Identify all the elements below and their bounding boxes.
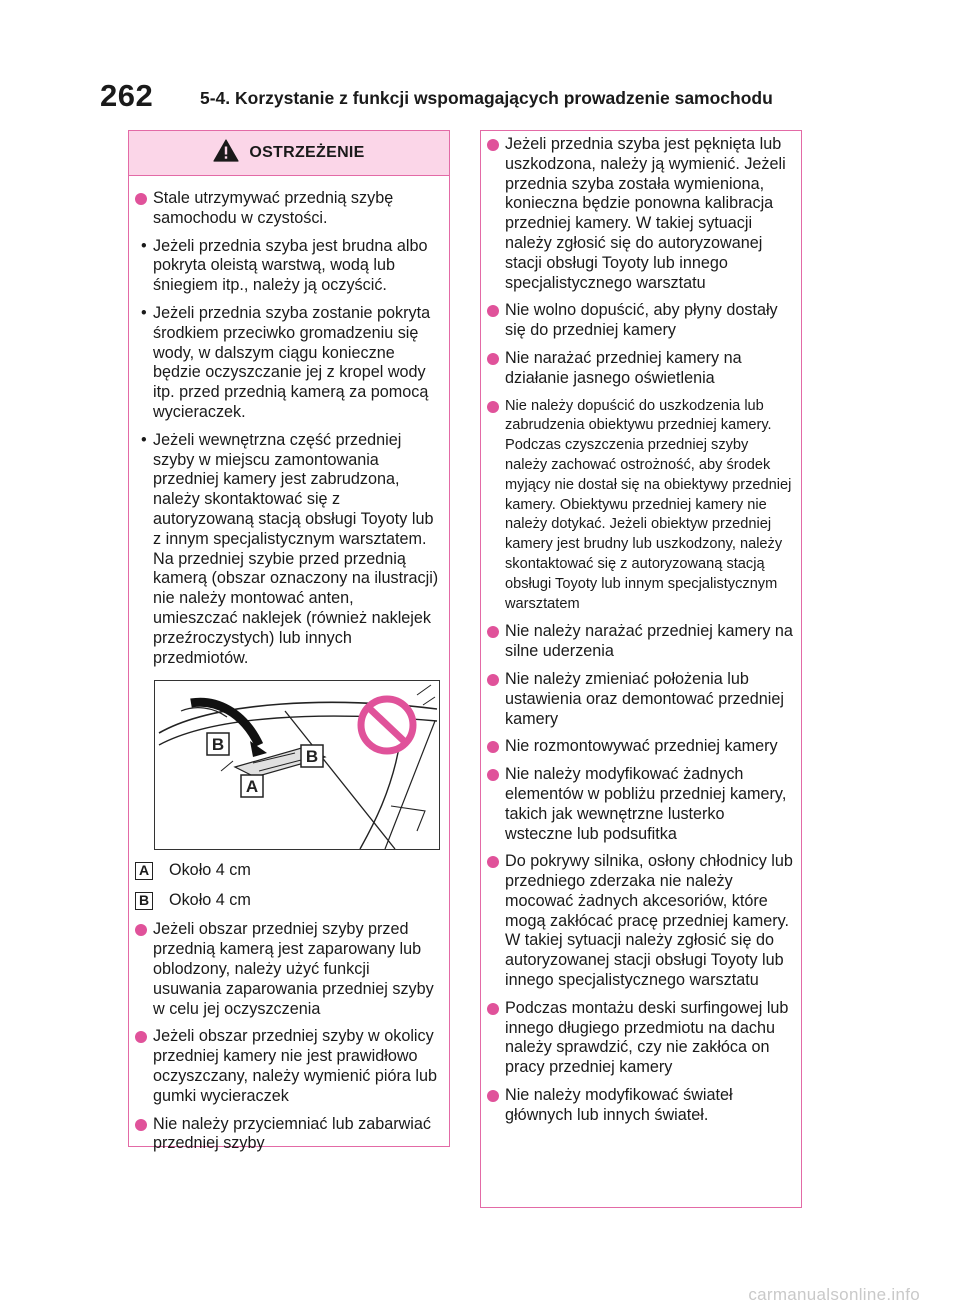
warning-item [487,397,794,615]
warning-item [487,765,794,844]
page-number: 262 [100,78,154,113]
bullet-icon [487,769,499,781]
item-text: Nie należy przyciemniać lub zabarwiać przedniej szyby [153,1114,432,1153]
subitem-text: Jeżeli przednia szyba jest brudna albo pokryta oleistą warstwą, wodą lub śniegiem itp., należy ją oczyścić. [153,236,428,295]
legend-text: Około 4 cm [169,861,251,880]
warning-item [135,1027,442,1106]
dot-bullet-icon: • [141,236,147,255]
warning-triangle-icon [213,139,239,167]
bullet-icon [487,139,499,151]
warning-item [487,135,794,293]
item-text: Nie należy modyfikować żadnych elementów w pobliżu przedniej kamery, takich jak wewnętrzne lusterko wsteczne lub podsufitka [505,765,787,843]
bullet-icon [487,305,499,317]
item-text: Nie należy zmieniać położenia lub ustawienia oraz demontować przedniej kamery [505,669,784,728]
figure-label-b-left: B [211,735,225,755]
item-text: Nie wolno dopuścić, aby płyny dostały się do przedniej kamery [505,301,778,340]
warning-item [135,920,442,1019]
warning-item [487,1086,794,1126]
bullet-icon [487,856,499,868]
legend-text: Około 4 cm [169,891,251,910]
warning-item [487,737,794,757]
warning-item [487,999,794,1078]
bullet-icon [135,1031,147,1043]
warning-item [135,1115,442,1155]
item-text: Jeżeli obszar przedniej szyby w okolicy przedniej kamery nie jest prawidłowo oczyszczany, należy wymienić pióra lub gumki wycieraczek [153,1027,437,1105]
dot-bullet-icon: • [141,430,147,449]
warning-content [129,176,449,1154]
legend-tag: B [135,892,153,910]
bullet-icon [487,741,499,753]
item-text: Nie narażać przedniej kamery na działanie jasnego oświetlenia [505,348,742,387]
warning-title: OSTRZEŻENIE [249,144,365,161]
item-text: Jeżeli obszar przedniej szyby przed przednią kamerą jest zaparowany lub oblodzony, należy użyć funkcji usuwania zaparowania przedniej szyby w celu jej oczyszczenia [153,920,434,1018]
warning-box-continued [480,130,802,1208]
legend-row [135,890,442,912]
warning-item [135,189,442,229]
item-text: Do pokrywy silnika, osłony chłodnicy lub przedniego zderzaka nie należy mocować żadnych akcesoriów, które mogą zakłócać pracę przedniej kamery. W takiej sytuacji należy zgłosić się do autoryzowanej stacji obsługi Toyoty lub innego specjalistycznego warsztatu [505,852,793,990]
bullet-icon [487,626,499,638]
warning-item [487,349,794,389]
right-content [481,131,801,1126]
bullet-icon [487,1090,499,1102]
warning-item [487,852,794,991]
warning-subitem [135,304,442,423]
figure-label-b-right: B [305,747,319,767]
bullet-icon [487,1003,499,1015]
legend-row [135,860,442,882]
bullet-icon [487,401,499,413]
dot-bullet-icon: • [141,303,147,322]
bullet-icon [487,353,499,365]
figure-label-a: A [245,777,259,797]
warning-header [129,131,449,176]
warning-item [487,622,794,662]
subitem-text: Jeżeli wewnętrzna część przedniej szyby w miejscu zamontowania przedniej kamery jest zabrudzona, należy skontaktować się z autoryzowaną stacją obsługi Toyoty lub z innym specjalistycznym warsztatem. Na przedniej szybie przed przednią kamerą (obszar oznaczony na ilustracji) nie należy montować anten, umieszczać naklejek (również naklejek przeźroczystych) lub innych przedmiotów. [153,430,439,667]
bullet-icon [135,924,147,936]
bullet-icon [135,193,147,205]
item-text: Nie należy dopuścić do uszkodzenia lub zabrudzenia obiektywu przedniej kamery. Podczas czyszczenia przedniej szyby należy zachować ostrożność, aby środek myjący nie dostał się na obiektywy przedniej kamery. Obiektywu przedniej kamery nie należy dotykać. Jeżeli obiektyw przedniej kamery jest brudny lub uszkodzony, należy skontaktować się z autoryzowaną stacją obsługi Toyoty lub innym specjalistycznym warsztatem [505,397,792,612]
warning-box [128,130,450,1153]
warning-subitem [135,237,442,296]
bullet-icon [487,674,499,686]
legend-tag: A [135,862,153,880]
section-title: 5-4. Korzystanie z funkcji wspomagających prowadzenie samochodu [200,88,773,108]
bullet-icon [135,1119,147,1131]
subitem-text: Jeżeli przednia szyba zostanie pokryta środkiem przeciwko gromadzeniu się wody, w dalszym ciągu konieczne będzie oczyszczanie jej z kropel wody itp. przed przednią kamerą za pomocą wycieraczek. [153,303,431,421]
item-text: Nie należy modyfikować świateł głównych lub innych świateł. [505,1086,733,1124]
item-text: Podczas montażu deski surfingowej lub innego długiego przedmiotu na dachu należy sprawdzić, czy nie zakłóca on pracy przedniej kamery [505,998,789,1077]
warning-intro: Stale utrzymywać przednią szybę samochodu w czystości. [153,189,394,227]
warning-item [487,670,794,729]
item-text: Nie należy narażać przedniej kamery na silne uderzenia [505,622,793,661]
warning-subitem [135,431,442,669]
watermark: carmanualsonline.info [748,1285,920,1304]
windshield-camera-illustration [154,680,440,850]
item-text: Jeżeli przednia szyba jest pęknięta lub uszkodzona, należy ją wymienić. Jeżeli przednia szyba została wymieniona, konieczna będzie ponowna kalibracja przedniej kamery. W takiej sytuacji należy zgłosić się do autoryzowanej stacji obsługi Toyoty lub innego specjalistycznego warsztatu [505,135,786,292]
item-text: Nie rozmontowywać przedniej kamery [505,737,778,756]
warning-item [487,301,794,341]
